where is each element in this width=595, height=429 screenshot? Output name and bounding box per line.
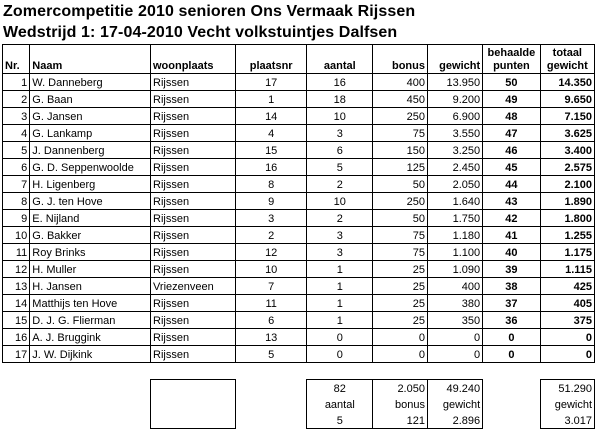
summary-value-gewicht: 2.896	[427, 412, 482, 429]
table-row	[3, 210, 595, 227]
row-nr: 9	[3, 210, 30, 227]
row-nr: 13	[3, 278, 30, 295]
row-woonplaats: Rijssen	[151, 74, 236, 91]
row-nr: 8	[3, 193, 30, 210]
table-row	[3, 227, 595, 244]
row-gewicht: 6.900	[427, 108, 482, 125]
row-nr: 7	[3, 176, 30, 193]
row-gewicht: 0	[427, 329, 482, 346]
table-row	[3, 108, 595, 125]
row-totaal: 1.255	[540, 227, 594, 244]
row-gewicht: 3.550	[427, 125, 482, 142]
row-nr: 14	[3, 295, 30, 312]
row-totaal: 375	[540, 312, 594, 329]
row-punten: 48	[483, 108, 541, 125]
row-gewicht: 1.750	[427, 210, 482, 227]
row-woonplaats: Rijssen	[151, 142, 236, 159]
header-woonplaats: woonplaats	[151, 45, 236, 74]
row-bonus: 250	[373, 108, 428, 125]
row-aantal: 3	[307, 125, 373, 142]
table-row	[3, 193, 595, 210]
row-nr: 3	[3, 108, 30, 125]
row-totaal: 9.650	[540, 91, 594, 108]
row-woonplaats: Rijssen	[151, 346, 236, 363]
row-gewicht: 1.180	[427, 227, 482, 244]
row-aantal: 2	[307, 176, 373, 193]
row-punten: 0	[483, 329, 541, 346]
row-aantal: 1	[307, 295, 373, 312]
row-woonplaats: Rijssen	[151, 176, 236, 193]
row-punten: 43	[483, 193, 541, 210]
row-bonus: 450	[373, 91, 428, 108]
row-naam: G. Jansen	[30, 108, 151, 125]
row-bonus: 75	[373, 227, 428, 244]
row-woonplaats: Rijssen	[151, 125, 236, 142]
row-woonplaats: Rijssen	[151, 108, 236, 125]
row-nr: 10	[3, 227, 30, 244]
header-plaatsnr: plaatsnr	[236, 45, 307, 74]
row-punten: 36	[483, 312, 541, 329]
row-bonus: 25	[373, 261, 428, 278]
row-totaal: 3.400	[540, 142, 594, 159]
total-bonus: 2.050	[373, 380, 428, 397]
row-plaatsnr: 1	[236, 91, 307, 108]
row-punten: 47	[483, 125, 541, 142]
row-gewicht: 350	[427, 312, 482, 329]
row-totaal: 1.800	[540, 210, 594, 227]
row-bonus: 250	[373, 193, 428, 210]
row-punten: 45	[483, 159, 541, 176]
row-bonus: 125	[373, 159, 428, 176]
row-bonus: 0	[373, 329, 428, 346]
summary-value-aantal: 5	[307, 412, 373, 429]
row-naam: G. Bakker	[30, 227, 151, 244]
row-nr: 15	[3, 312, 30, 329]
row-aantal: 1	[307, 261, 373, 278]
row-woonplaats: Rijssen	[151, 329, 236, 346]
row-totaal: 1.115	[540, 261, 594, 278]
row-gewicht: 400	[427, 278, 482, 295]
row-nr: 17	[3, 346, 30, 363]
row-bonus: 50	[373, 210, 428, 227]
row-plaatsnr: 9	[236, 193, 307, 210]
row-gewicht: 2.450	[427, 159, 482, 176]
row-naam: H. Ligenberg	[30, 176, 151, 193]
row-plaatsnr: 11	[236, 295, 307, 312]
table-row	[3, 159, 595, 176]
row-naam: G. Lankamp	[30, 125, 151, 142]
row-punten: 50	[483, 74, 541, 91]
table-row	[3, 346, 595, 363]
row-bonus: 75	[373, 244, 428, 261]
row-woonplaats: Rijssen	[151, 261, 236, 278]
row-naam: E. Nijland	[30, 210, 151, 227]
row-plaatsnr: 7	[236, 278, 307, 295]
summary-values-row	[3, 412, 595, 429]
row-aantal: 1	[307, 278, 373, 295]
row-punten: 38	[483, 278, 541, 295]
row-woonplaats: Vriezenveen	[151, 278, 236, 295]
total-gewicht: 49.240	[427, 380, 482, 397]
row-nr: 12	[3, 261, 30, 278]
table-row	[3, 312, 595, 329]
table-row	[3, 244, 595, 261]
row-plaatsnr: 12	[236, 244, 307, 261]
summary-value-totaal: 3.017	[540, 412, 594, 429]
row-naam: G. D. Seppenwoolde	[30, 159, 151, 176]
row-woonplaats: Rijssen	[151, 210, 236, 227]
row-punten: 46	[483, 142, 541, 159]
row-plaatsnr: 17	[236, 74, 307, 91]
row-naam: D. J. G. Flierman	[30, 312, 151, 329]
table-row	[3, 142, 595, 159]
row-aantal: 0	[307, 346, 373, 363]
row-bonus: 25	[373, 312, 428, 329]
title-line-2: Wedstrijd 1: 17-04-2010 Vecht volkstuintjes Dalfsen	[3, 24, 398, 41]
title-line-1: Zomercompetitie 2010 senioren Ons Vermaak Rijssen	[3, 3, 416, 20]
table-row	[3, 74, 595, 91]
row-plaatsnr: 6	[236, 312, 307, 329]
row-bonus: 25	[373, 278, 428, 295]
header-gewicht: gewicht	[427, 45, 482, 74]
row-nr: 6	[3, 159, 30, 176]
totals-row	[3, 380, 595, 397]
row-aantal: 10	[307, 193, 373, 210]
row-naam: H. Muller	[30, 261, 151, 278]
row-aantal: 2	[307, 210, 373, 227]
row-nr: 1	[3, 74, 30, 91]
summary-label-gewicht: gewicht	[427, 396, 482, 412]
row-naam: H. Jansen	[30, 278, 151, 295]
header-nr: Nr.	[3, 45, 30, 74]
header-naam: Naam	[30, 45, 151, 74]
row-aantal: 3	[307, 244, 373, 261]
table-row	[3, 295, 595, 312]
row-punten: 39	[483, 261, 541, 278]
row-bonus: 50	[373, 176, 428, 193]
row-nr: 16	[3, 329, 30, 346]
row-punten: 40	[483, 244, 541, 261]
row-gewicht: 1.090	[427, 261, 482, 278]
row-gewicht: 1.100	[427, 244, 482, 261]
table-row	[3, 176, 595, 193]
row-totaal: 1.175	[540, 244, 594, 261]
row-gewicht: 380	[427, 295, 482, 312]
total-totaal: 51.290	[540, 380, 594, 397]
row-punten: 49	[483, 91, 541, 108]
summary-labels-row	[3, 396, 595, 412]
row-totaal: 3.625	[540, 125, 594, 142]
row-naam: W. Danneberg	[30, 74, 151, 91]
row-naam: G. Baan	[30, 91, 151, 108]
row-totaal: 2.100	[540, 176, 594, 193]
row-totaal: 405	[540, 295, 594, 312]
summary-value-bonus: 121	[373, 412, 428, 429]
row-bonus: 0	[373, 346, 428, 363]
row-aantal: 10	[307, 108, 373, 125]
row-aantal: 3	[307, 227, 373, 244]
row-plaatsnr: 16	[236, 159, 307, 176]
row-punten: 0	[483, 346, 541, 363]
row-gewicht: 13.950	[427, 74, 482, 91]
row-woonplaats: Rijssen	[151, 193, 236, 210]
row-aantal: 5	[307, 159, 373, 176]
row-aantal: 16	[307, 74, 373, 91]
row-bonus: 150	[373, 142, 428, 159]
row-woonplaats: Rijssen	[151, 244, 236, 261]
row-bonus: 25	[373, 295, 428, 312]
row-punten: 37	[483, 295, 541, 312]
row-naam: Roy Brinks	[30, 244, 151, 261]
header-bonus: bonus	[373, 45, 428, 74]
row-naam: Matthijs ten Hove	[30, 295, 151, 312]
row-aantal: 18	[307, 91, 373, 108]
results-table	[2, 44, 595, 429]
row-totaal: 0	[540, 329, 594, 346]
row-nr: 11	[3, 244, 30, 261]
row-woonplaats: Rijssen	[151, 295, 236, 312]
header-totaal-gewicht: totaal gewicht	[540, 45, 594, 74]
row-totaal: 1.890	[540, 193, 594, 210]
header-behaalde-punten: behaalde punten	[483, 45, 541, 74]
spacer-row	[3, 363, 595, 380]
row-naam: J. Dannenberg	[30, 142, 151, 159]
row-aantal: 0	[307, 329, 373, 346]
row-plaatsnr: 3	[236, 210, 307, 227]
total-aantal: 82	[307, 380, 373, 397]
table-row	[3, 125, 595, 142]
row-aantal: 1	[307, 312, 373, 329]
table-header-row	[3, 45, 595, 74]
summary-label-bonus: bonus	[373, 396, 428, 412]
table-row	[3, 278, 595, 295]
row-totaal: 2.575	[540, 159, 594, 176]
row-totaal: 14.350	[540, 74, 594, 91]
row-gewicht: 3.250	[427, 142, 482, 159]
header-aantal: aantal	[307, 45, 373, 74]
table-row	[3, 261, 595, 278]
row-nr: 5	[3, 142, 30, 159]
row-plaatsnr: 8	[236, 176, 307, 193]
row-gewicht: 0	[427, 346, 482, 363]
row-plaatsnr: 15	[236, 142, 307, 159]
row-nr: 4	[3, 125, 30, 142]
row-punten: 41	[483, 227, 541, 244]
row-bonus: 75	[373, 125, 428, 142]
row-bonus: 400	[373, 74, 428, 91]
row-naam: G. J. ten Hove	[30, 193, 151, 210]
row-naam: A. J. Bruggink	[30, 329, 151, 346]
row-plaatsnr: 14	[236, 108, 307, 125]
row-woonplaats: Rijssen	[151, 227, 236, 244]
row-totaal: 425	[540, 278, 594, 295]
row-plaatsnr: 13	[236, 329, 307, 346]
summary-label-totaal: gewicht	[540, 396, 594, 412]
row-plaatsnr: 10	[236, 261, 307, 278]
row-gewicht: 1.640	[427, 193, 482, 210]
row-punten: 42	[483, 210, 541, 227]
row-plaatsnr: 2	[236, 227, 307, 244]
row-woonplaats: Rijssen	[151, 312, 236, 329]
results-table-body	[3, 45, 595, 429]
row-totaal: 7.150	[540, 108, 594, 125]
row-naam: J. W. Dijkink	[30, 346, 151, 363]
row-punten: 44	[483, 176, 541, 193]
row-totaal: 0	[540, 346, 594, 363]
row-plaatsnr: 4	[236, 125, 307, 142]
row-gewicht: 9.200	[427, 91, 482, 108]
summary-label-aantal: aantal	[307, 396, 373, 412]
row-gewicht: 2.050	[427, 176, 482, 193]
table-row	[3, 91, 595, 108]
row-aantal: 6	[307, 142, 373, 159]
row-woonplaats: Rijssen	[151, 159, 236, 176]
table-row	[3, 329, 595, 346]
row-nr: 2	[3, 91, 30, 108]
row-plaatsnr: 5	[236, 346, 307, 363]
row-woonplaats: Rijssen	[151, 91, 236, 108]
